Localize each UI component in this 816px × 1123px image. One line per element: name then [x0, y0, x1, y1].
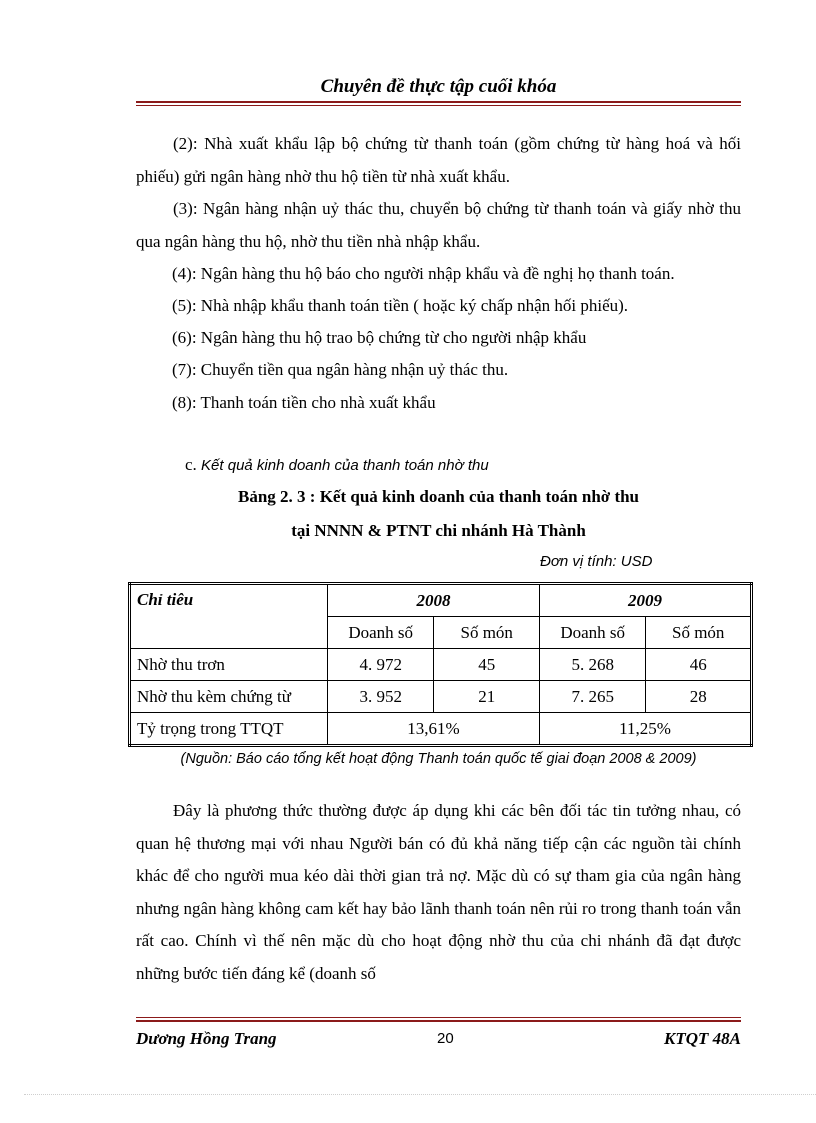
row-label: Nhờ thu trơn — [130, 649, 328, 681]
subheader-count-2009: Số món — [646, 617, 752, 649]
cell-count-2008: 21 — [434, 681, 540, 713]
subheader-revenue-2009: Doanh số — [539, 617, 646, 649]
list-item-2: (2): Nhà xuất khẩu lập bộ chứng từ thanh toán (gồm chứng từ hàng hoá và hối phiếu) gửi ngân hàng nhờ thu hộ tiền từ nhà xuất khẩu. — [136, 134, 741, 186]
footer-author: Dương Hồng Trang — [136, 1029, 277, 1048]
section-label: c. — [185, 455, 197, 474]
page-number: 20 — [437, 1030, 454, 1047]
list-item-3: (3): Ngân hàng nhận uỷ thác thu, chuyển bộ chứng từ thanh toán và giấy nhờ thu qua ngân hàng thu hộ, nhờ thu tiền nhà nhập khẩu. — [136, 199, 741, 251]
subheader-revenue-2008: Doanh số — [327, 617, 434, 649]
header-corner: Chỉ tiêu — [130, 584, 328, 649]
list-item-5: (5): Nhà nhập khẩu thanh toán tiền ( hoặc ký chấp nhận hối phiếu). — [172, 296, 629, 315]
body-paragraph: Đây là phương thức thường được áp dụng khi các bên đối tác tin tưởng nhau, có quan hệ thương mại với nhau Người bán có đủ khả năng tiếp cận các nguồn tài chính khác để cho người mua kéo dài thời gian trả nợ. Mặc dù có sự tham gia của ngân hàng nhưng ngân hàng không cam kết hay bảo lãnh thanh toán nên rủi ro trong thanh toán vẫn rất cao. Chính vì thế nên mặc dù cho hoạt động nhờ thu của chi nhánh đã đạt được những bước tiến đáng kể (doanh số — [136, 801, 741, 983]
cell-revenue-2009: 7. 265 — [539, 681, 646, 713]
row-label: Tỷ trọng trong TTQT — [130, 713, 328, 746]
table-header-row — [130, 584, 752, 617]
cell-revenue-2009: 5. 268 — [539, 649, 646, 681]
cell-revenue-2008: 4. 972 — [327, 649, 434, 681]
table-source: (Nguồn: Báo cáo tổng kết hoạt động Thanh toán quốc tế giai đoạn 2008 & 2009) — [180, 751, 697, 767]
subheader-count-2008: Số món — [434, 617, 540, 649]
table-caption-line2: tại NNNN & PTNT chi nhánh Hà Thành — [291, 521, 586, 540]
table-row — [130, 649, 752, 681]
header-year-2008: 2008 — [327, 584, 539, 617]
cell-share-2008: 13,61% — [327, 713, 539, 746]
list-item-6: (6): Ngân hàng thu hộ trao bộ chứng từ cho người nhập khẩu — [172, 328, 587, 347]
cell-count-2009: 28 — [646, 681, 752, 713]
page-header-title: Chuyên đề thực tập cuối khóa — [320, 76, 557, 97]
section-title: Kết quả kinh doanh của thanh toán nhờ thu — [201, 457, 489, 474]
cell-revenue-2008: 3. 952 — [327, 681, 434, 713]
page-edge-divider — [24, 1094, 816, 1095]
table-row — [130, 681, 752, 713]
table-row-share — [130, 713, 752, 746]
list-item-4: (4): Ngân hàng thu hộ báo cho người nhập khẩu và đề nghị họ thanh toán. — [172, 264, 675, 283]
unit-label: Đơn vị tính: USD — [540, 553, 653, 570]
list-item-7: (7): Chuyển tiền qua ngân hàng nhận uỷ thác thu. — [172, 360, 509, 379]
cell-count-2008: 45 — [434, 649, 540, 681]
header-year-2009: 2009 — [539, 584, 751, 617]
results-table — [128, 582, 753, 747]
header-rule-thin — [136, 105, 741, 106]
cell-count-2009: 46 — [646, 649, 752, 681]
footer-rule-thick — [136, 1020, 741, 1022]
table-caption-line1: Bảng 2. 3 : Kết quả kinh doanh của thanh toán nhờ thu — [237, 487, 640, 506]
row-label: Nhờ thu kèm chứng từ — [130, 681, 328, 713]
footer-class: KTQT 48A — [664, 1029, 741, 1048]
footer-rule-thin — [136, 1017, 741, 1018]
cell-share-2009: 11,25% — [539, 713, 751, 746]
list-item-8: (8): Thanh toán tiền cho nhà xuất khẩu — [172, 393, 436, 412]
header-rule-thick — [136, 101, 741, 103]
section-heading — [185, 455, 489, 475]
